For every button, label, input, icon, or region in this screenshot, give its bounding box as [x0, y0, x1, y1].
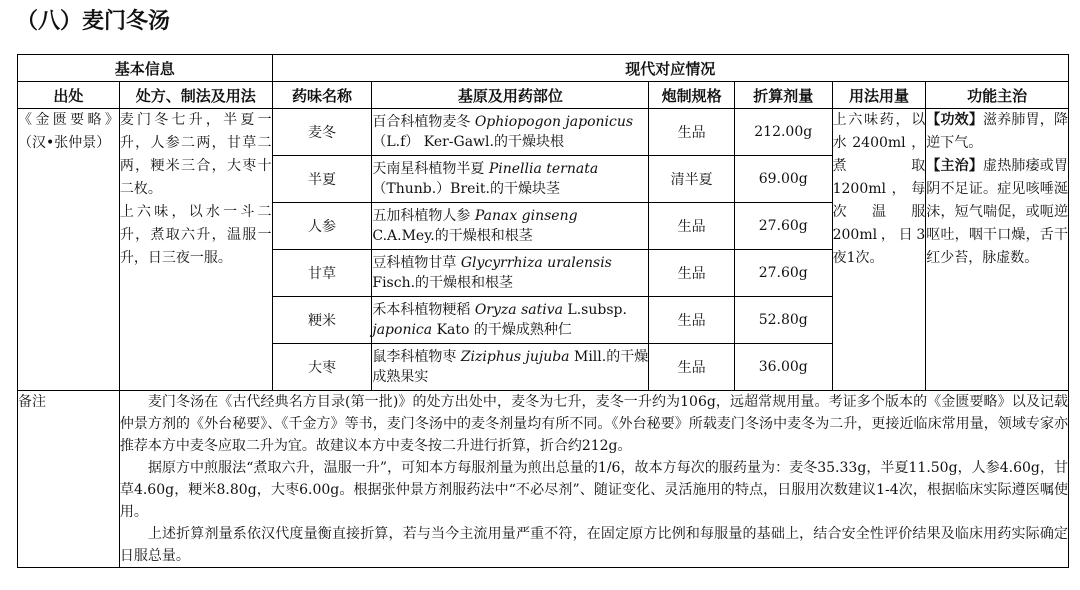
herb-dose: 52.80g	[734, 297, 832, 344]
notes-label: 备注	[18, 391, 120, 568]
function-cell	[926, 109, 1069, 391]
header-basic-info: 基本信息	[18, 55, 273, 82]
herb-origin: 百合科植物麦冬 Ophiopogon japonicus （L.f） Ker-Gawl.的干燥块根	[372, 109, 649, 156]
prescription-cell	[119, 109, 272, 391]
note-paragraph: 麦门冬汤在《古代经典名方目录(第一批)》的处方出处中，麦冬为七升，麦冬一升约为106g，远超常规用量。考证多个版本的《金匮要略》以及记载仲景方剂的《外台秘要》、《千金方》等书，麦门冬汤中的麦冬剂量均有所不同。《外台秘要》所载麦门冬汤中麦冬为二升，更接近临床常用量，领域专家亦推荐本方中麦冬应取二升为宜。故建议本方中麦冬按二升进行折算，折合约212g。	[119, 394, 1068, 454]
usage-text: 上六味药，以水2400ml，煮取1200ml，每次温服200ml，日3夜1次。	[832, 112, 926, 266]
note-paragraph: 据原方中煎服法“煮取六升，温服一升”，可知本方每服剂量为煎出总量的1/6，故本方每次的服药量为：麦冬35.33g，半夏11.50g，人参4.60g，甘草4.60g，粳米8.80g，大枣6.00g。根据张仲景方剂服药法中“不必尽剂”、随证变化、灵活施用的特点，日服用次数建议1-4次，根据临床实际遵医嘱使用。	[119, 460, 1068, 520]
herb-origin: 鼠李科植物枣 Ziziphus jujuba Mill.的干燥成熟果实	[372, 344, 649, 391]
herb-origin: 豆科植物甘草 Glycyrrhiza uralensis Fisch.的干燥根和根茎	[372, 250, 649, 297]
usage-cell	[832, 109, 926, 391]
herb-processing: 生品	[649, 109, 735, 156]
herb-name: 甘草	[272, 250, 372, 297]
function-indication: 【主治】虚热肺痿或胃阴不足证。症见咳唾涎沫，短气喘促，或呃逆呕吐，咽干口燥，舌干红少苔，脉虚数。	[926, 158, 1069, 266]
herb-dose: 27.60g	[734, 203, 832, 250]
herb-name: 麦冬	[272, 109, 372, 156]
herb-origin: 五加科植物人参 Panax ginseng C.A.Mey.的干燥根和根茎	[372, 203, 649, 250]
notes-cell	[119, 391, 1068, 568]
header-usage: 用法用量	[832, 82, 926, 109]
page-title: （八）麦门冬汤	[16, 9, 171, 34]
header-function: 功能主治	[926, 82, 1069, 109]
herb-name: 粳米	[272, 297, 372, 344]
herb-name: 大枣	[272, 344, 372, 391]
herb-name: 半夏	[272, 156, 372, 203]
herb-processing: 生品	[649, 297, 735, 344]
header-modern: 现代对应情况	[272, 55, 1068, 82]
herb-origin: 天南星科植物半夏 Pinellia ternata （Thunb.）Breit.的干燥块茎	[372, 156, 649, 203]
header-dose: 折算剂量	[734, 82, 832, 109]
source-text: 《金匮要略》（汉•张仲景）	[18, 112, 119, 151]
header-processing: 炮制规格	[649, 82, 735, 109]
herb-dose: 27.60g	[734, 250, 832, 297]
herb-dose: 36.00g	[734, 344, 832, 391]
herb-dose: 212.00g	[734, 109, 832, 156]
header-prescription: 处方、制法及用法	[119, 82, 272, 109]
header-origin: 基原及用药部位	[372, 82, 649, 109]
formula-table	[17, 54, 1069, 568]
herb-dose: 69.00g	[734, 156, 832, 203]
prescription-line: 上六味，以水一斗二升，煮取六升，温服一升，日三夜一服。	[119, 204, 272, 266]
header-herb-name: 药味名称	[272, 82, 372, 109]
herb-origin: 禾本科植物粳稻 Oryza sativa L.subsp. japonica Kato 的干燥成熟种仁	[372, 297, 649, 344]
function-effect: 【功效】滋养肺胃，降逆下气。	[926, 112, 1069, 151]
source-cell	[18, 109, 120, 391]
herb-processing: 清半夏	[649, 156, 735, 203]
note-paragraph: 上述折算剂量系依汉代度量衡直接折算，若与当今主流用量严重不符，在固定原方比例和每服量的基础上，结合安全性评价结果及临床用药实际确定日服总量。	[119, 526, 1068, 564]
header-source: 出处	[18, 82, 120, 109]
herb-name: 人参	[272, 203, 372, 250]
herb-processing: 生品	[649, 203, 735, 250]
herb-processing: 生品	[649, 250, 735, 297]
prescription-line: 麦门冬七升，半夏一升，人参二两，甘草二两，粳米三合，大枣十二枚。	[119, 112, 272, 197]
herb-processing: 生品	[649, 344, 735, 391]
